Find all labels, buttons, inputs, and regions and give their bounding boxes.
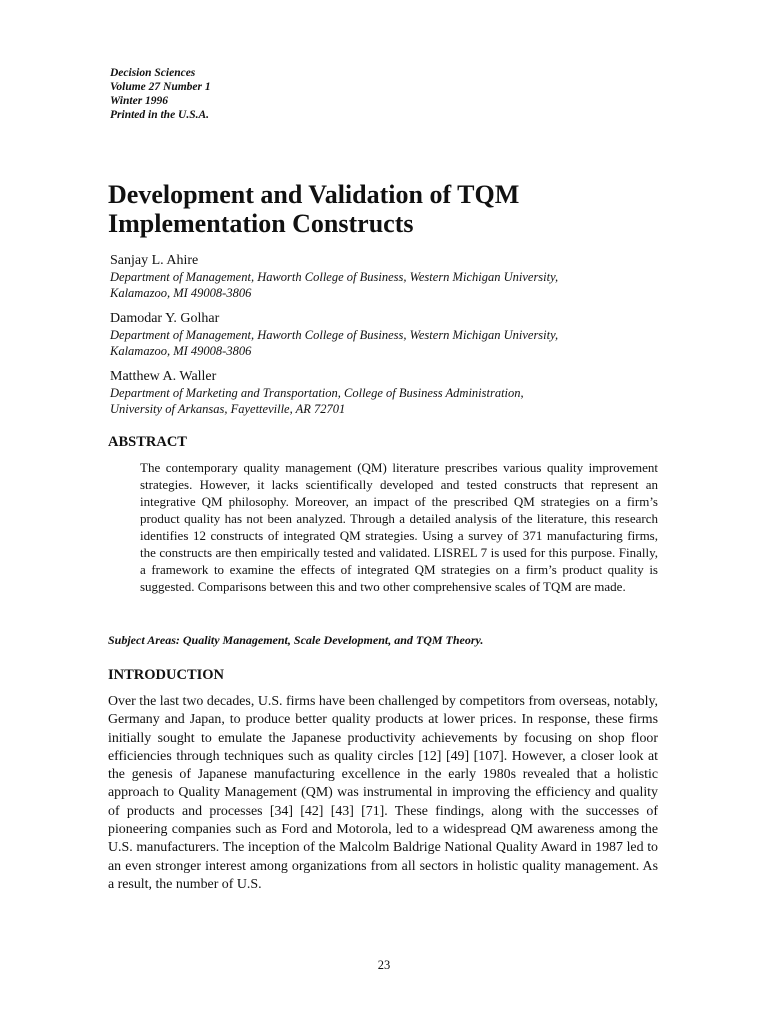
author-2 <box>110 310 710 359</box>
author-3 <box>110 368 710 417</box>
abstract-heading: ABSTRACT <box>108 434 187 450</box>
author-1 <box>110 252 710 301</box>
author-affiliation-line-2: Kalamazoo, MI 49008-3806 <box>110 344 252 358</box>
article-title-line-1: Development and Validation of TQM <box>108 180 520 209</box>
introduction-heading: INTRODUCTION <box>108 667 225 683</box>
journal-issue: Winter 1996 <box>110 95 169 107</box>
journal-volume: Volume 27 Number 1 <box>110 81 211 93</box>
article-title-line-2: Implementation Constructs <box>108 209 414 238</box>
introduction-text: Over the last two decades, U.S. firms have been challenged by competitors from overseas, notably, Germany and Japan, to produce better quality products at lower prices. In response, these firms initially sought to emulate the Japanese productivity achievements by focusing on shop floor efficiencies through techniques such as quality circles [12] [49] [107]. However, a closer look at the genesis of Japanese manufacturing excellence in the early 1980s revealed that a holistic approach to Quality Management (QM) was instrumental in improving the efficiency and quality of products and processes [34] [42] [43] [71]. These findings, along with the successes of pioneering companies such as Ford and Motorola, led to a widespread QM awareness among the U.S. manufacturers. The inception of the Malcolm Baldrige National Quality Award in 1987 led to an even stronger interest among organizations from all sectors in holistic quality management. As a result, the number of U.S. <box>108 694 658 892</box>
page-number: 23 <box>377 958 391 972</box>
author-affiliation-line-1: Department of Management, Haworth College of Business, Western Michigan University, <box>110 270 559 284</box>
abstract-text: The contemporary quality management (QM) literature prescribes various quality improvement strategies. However, it lacks scientifically developed and tested constructs that represent an integrative QM philosophy. Moreover, an impact of the prescribed QM strategies on a firm’s product quality has not been analyzed. Through a detailed analysis of the literature, this research identifies 12 constructs of integrated QM strategies. Using a survey of 371 manufacturing firms, the constructs are then empirically tested and validated. LISREL 7 is used for this purpose. Finally, a framework to examine the effects of integrated QM strategies on a firm’s product quality is suggested. Comparisons between this and two other comprehensive scales of TQM are made. <box>140 460 658 594</box>
author-affiliation-line-1: Department of Marketing and Transportation, College of Business Administration, <box>110 386 524 400</box>
author-affiliation-line-1: Department of Management, Haworth College of Business, Western Michigan University, <box>110 328 559 342</box>
article-title <box>108 180 708 238</box>
journal-info <box>110 66 211 122</box>
author-name: Matthew A. Waller <box>110 369 217 384</box>
author-name: Sanjay L. Ahire <box>110 253 199 268</box>
journal-printed: Printed in the U.S.A. <box>110 109 210 121</box>
author-affiliation-line-2: University of Arkansas, Fayetteville, AR 72701 <box>110 402 346 416</box>
subject-areas: Subject Areas: Quality Management, Scale Development, and TQM Theory. <box>108 633 484 647</box>
journal-name: Decision Sciences <box>110 67 196 79</box>
author-affiliation-line-2: Kalamazoo, MI 49008-3806 <box>110 286 252 300</box>
author-name: Damodar Y. Golhar <box>110 311 220 326</box>
